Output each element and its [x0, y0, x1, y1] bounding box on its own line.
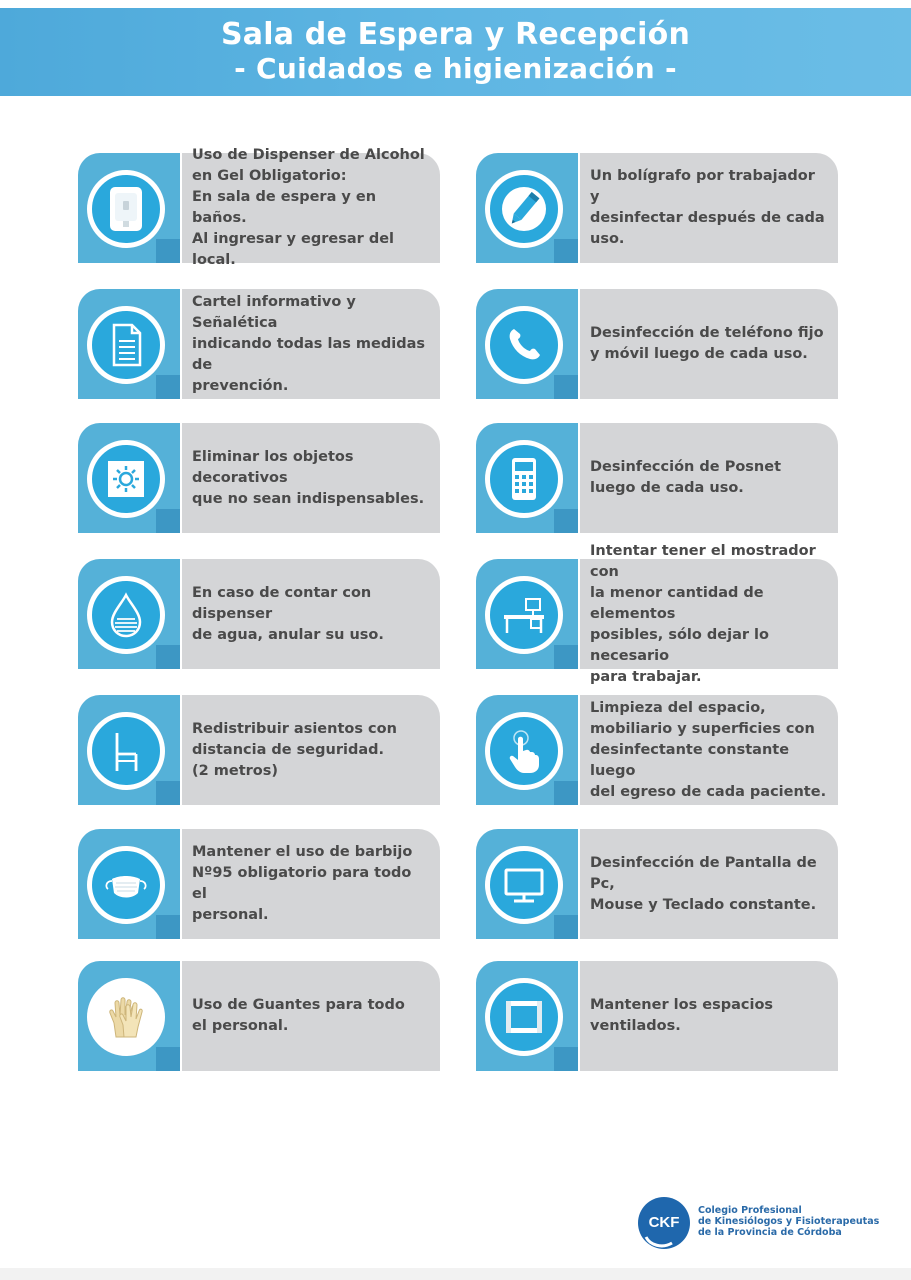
info-card	[476, 695, 838, 805]
card-text: Intentar tener el mostrador con la menor cantidad de elementos posibles, sólo dejar lo necesario para trabajar.	[590, 542, 816, 685]
decoration-icon	[102, 455, 150, 503]
info-card	[78, 559, 440, 669]
card-text: Eliminar los objetos decorativos que no sean indispensables.	[192, 448, 425, 507]
pen-icon	[500, 185, 548, 233]
window-icon	[500, 993, 548, 1041]
info-card	[78, 695, 440, 805]
ckf-logo-text: CKF	[648, 1214, 680, 1231]
touch-hand-icon	[500, 727, 548, 775]
card-text: Mantener los espacios ventilados.	[590, 997, 774, 1034]
card-text: Uso de Dispenser de Alcohol en Gel Obligatorio: En sala de espera y en baños. Al ingresar y egresar del local.	[192, 147, 425, 268]
card-text: Cartel informativo y Señalética indicando todas las medidas de prevención.	[192, 293, 425, 394]
ckf-logo	[636, 1195, 696, 1251]
info-card	[78, 289, 440, 399]
card-text: Desinfección de Posnet luego de cada uso.	[590, 459, 781, 496]
card-text: Uso de Guantes para todo el personal.	[192, 997, 405, 1034]
info-card	[476, 961, 838, 1071]
org-line: de Kinesiólogos y Fisioterapeutas	[698, 1216, 880, 1227]
card-text: Redistribuir asientos con distancia de seguridad. (2 metros)	[192, 720, 397, 779]
bottom-strip	[0, 1268, 911, 1280]
page-subtitle: - Cuidados e higienización -	[234, 52, 677, 85]
page-title: Sala de Espera y Recepción	[220, 17, 691, 52]
mask-icon	[102, 861, 150, 909]
desk-icon	[500, 591, 548, 639]
card-text: Desinfección de Pantalla de Pc, Mouse y Teclado constante.	[590, 854, 817, 913]
phone-icon	[500, 321, 548, 369]
card-text: Desinfección de teléfono fijo y móvil luego de cada uso.	[590, 325, 824, 362]
info-card	[78, 961, 440, 1071]
chair-icon	[102, 727, 150, 775]
org-line: Colegio Profesional	[698, 1205, 802, 1216]
info-card	[78, 147, 440, 268]
card-text: Limpieza del espacio, mobiliario y superficies con desinfectante constante luego del egreso de cada paciente.	[590, 699, 827, 800]
document-icon	[102, 321, 150, 369]
card-text: Mantener el uso de barbijo Nº95 obligatorio para todo el personal.	[192, 844, 413, 923]
ckf-logo-icon	[636, 1195, 696, 1251]
info-card	[476, 829, 838, 939]
water-drop-icon	[102, 591, 150, 639]
org-line: de la Provincia de Córdoba	[698, 1227, 842, 1238]
header-banner	[0, 8, 911, 96]
posnet-icon	[500, 455, 548, 503]
alcohol-dispenser-icon	[102, 185, 150, 233]
info-card	[78, 423, 440, 533]
monitor-icon	[500, 861, 548, 909]
info-card	[476, 289, 838, 399]
info-card	[476, 542, 838, 685]
info-card	[476, 153, 838, 263]
info-card	[476, 423, 838, 533]
org-name	[698, 1205, 880, 1238]
gloves-icon	[102, 993, 150, 1041]
info-card	[78, 829, 440, 939]
card-text: En caso de contar con dispenser de agua, anular su uso.	[192, 584, 384, 643]
card-text: Un bolígrafo por trabajador y desinfectar después de cada uso.	[590, 168, 825, 247]
